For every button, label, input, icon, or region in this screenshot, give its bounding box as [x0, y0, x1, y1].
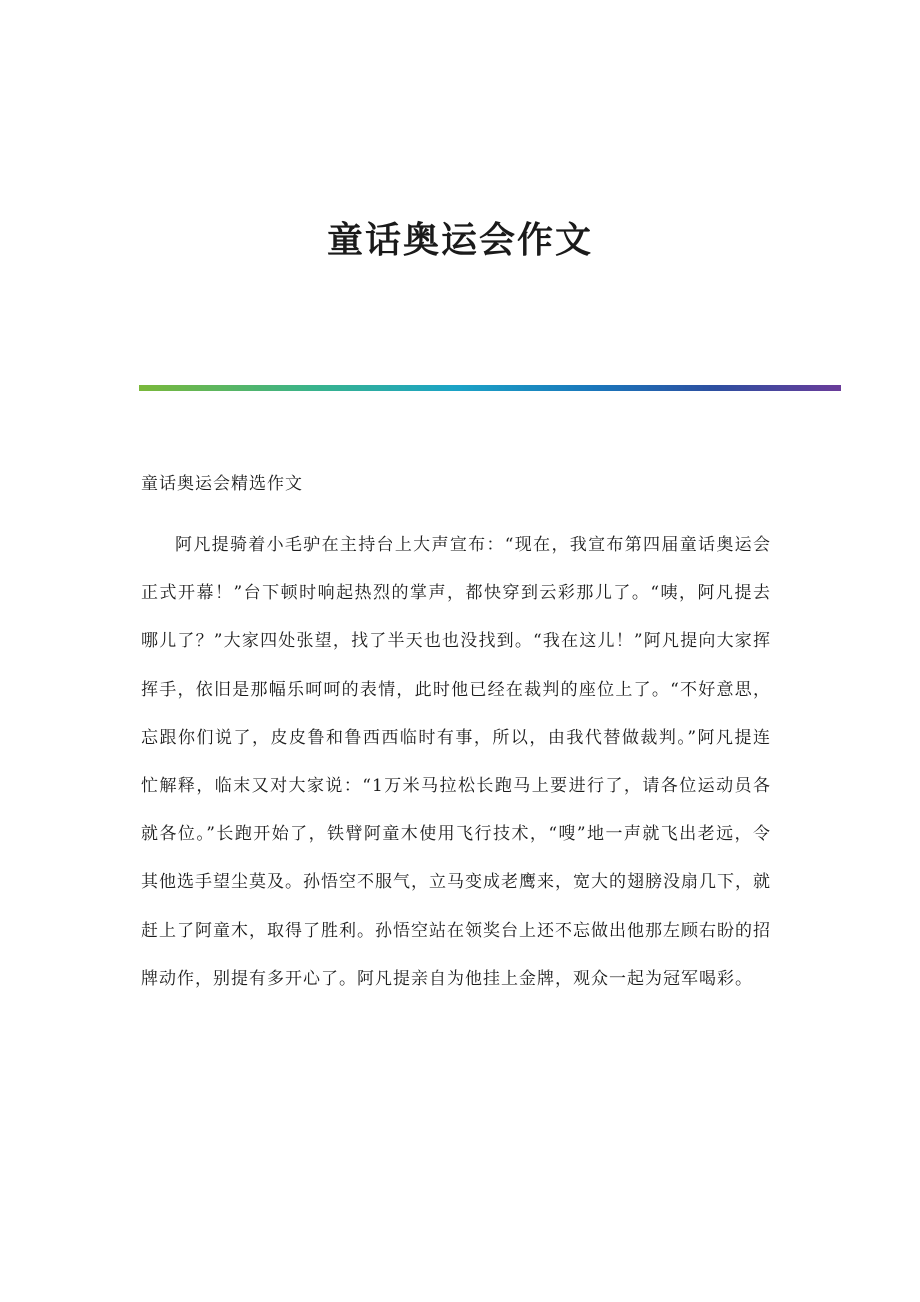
gradient-divider — [139, 385, 841, 391]
document-title: 童话奥运会作文 — [326, 219, 593, 261]
document-subtitle: 童话奥运会精选作文 — [141, 474, 303, 494]
body-paragraph: 阿凡提骑着小毛驴在主持台上大声宣布：“现在，我宣布第四届童话奥运会正式开幕！”台下顿时响起热烈的掌声，都快穿到云彩那儿了。“咦，阿凡提去哪儿了？”大家四处张望，找了半天也也没找到。“我在这儿！”阿凡提向大家挥挥手，依旧是那幅乐呵呵的表情，此时他已经在裁判的座位上了。“不好意思，忘跟你们说了，皮皮鲁和鲁西西临时有事，所以，由我代替做裁判。”阿凡提连忙解释，临末又对大家说：“1万米马拉松长跑马上要进行了，请各位运动员各就各位。”长跑开始了，铁臂阿童木使用飞行技术，“嗖”地一声就飞出老远，令其他选手望尘莫及。孙悟空不服气，立马变成老鹰来，宽大的翅膀没扇几下，就赶上了阿童木，取得了胜利。孙悟空站在领奖台上还不忘做出他那左顾右盼的招牌动作，别提有多开心了。阿凡提亲自为他挂上金牌，观众一起为冠军喝彩。 — [141, 535, 771, 989]
